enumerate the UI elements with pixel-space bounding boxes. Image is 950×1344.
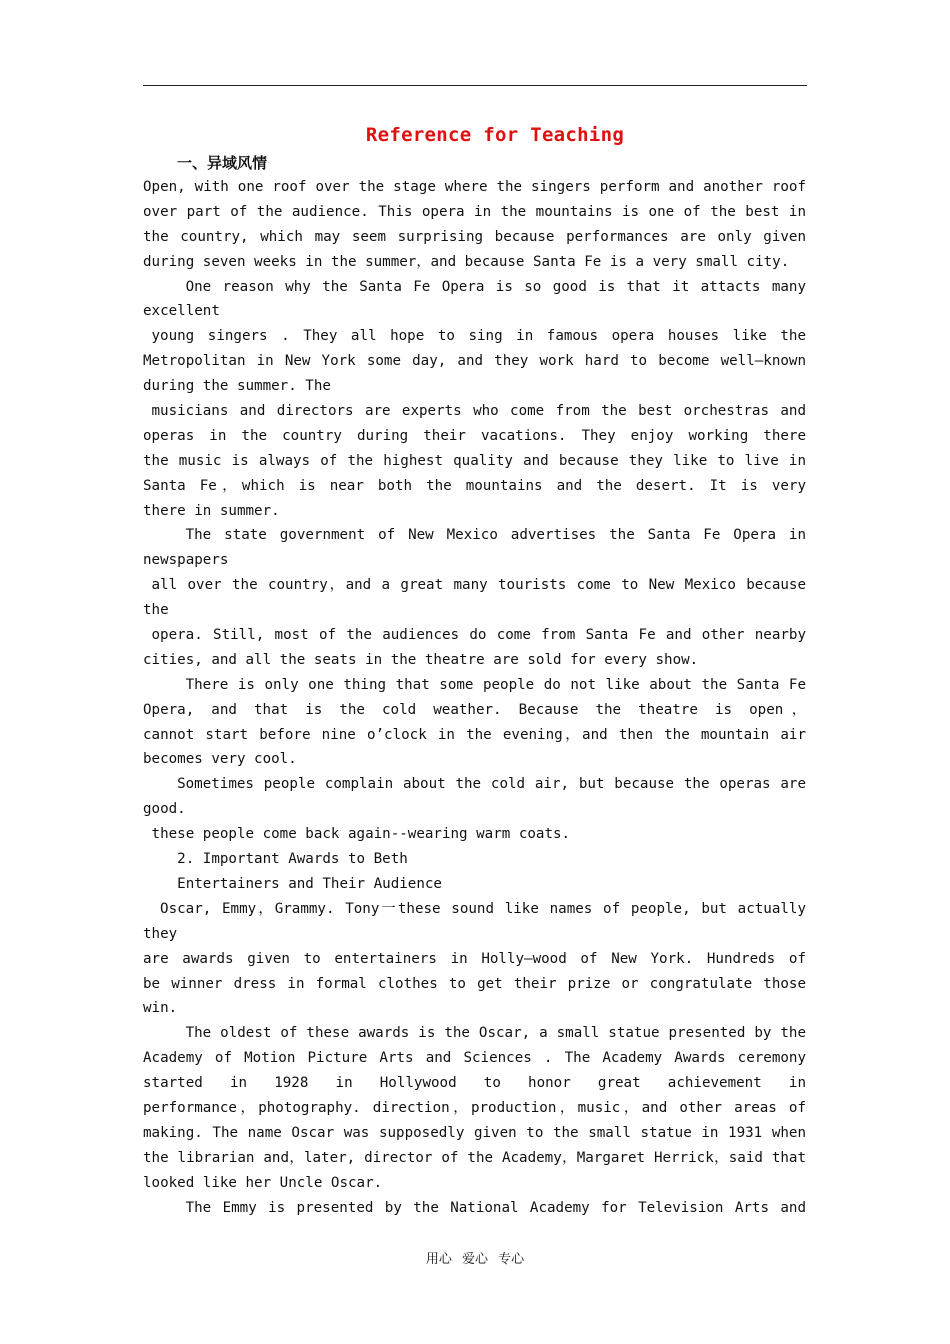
text-line: excellent <box>143 303 220 320</box>
text-line: the <box>143 602 169 619</box>
text-line: Santa Fe，which is near both the mountains and the desert. It is very <box>143 477 806 494</box>
text-line: looked like her Uncle Oscar. <box>143 1174 383 1191</box>
text-line: during seven weeks in the summer，and because Santa Fe is a very small city. <box>143 253 790 270</box>
text-line: they <box>143 925 178 942</box>
text-line: The Emmy is presented by the National Academy for Television Arts and <box>185 1199 806 1216</box>
text-line: be winner dress in formal clothes to get their prize or congratulate those <box>143 975 806 992</box>
text-line: these people come back again--wearing warm coats. <box>143 826 571 843</box>
text-line: There is only one thing that some people do not like about the Santa Fe <box>185 676 806 693</box>
text-line: are awards given to entertainers in Holly—wood of New York. Hundreds of <box>143 950 806 967</box>
text-line: good. <box>143 801 186 818</box>
text-line: the music is always of the highest quality and because they like to live in <box>143 452 806 469</box>
text-line: Sometimes people complain about the cold air, but because the operas are <box>177 776 806 793</box>
text-line: operas in the country during their vacations. They enjoy working there <box>143 427 806 444</box>
text-line: Academy of Motion Picture Arts and Sciences . The Academy Awards ceremony <box>143 1050 806 1067</box>
text-line: over part of the audience. This opera in the mountains is one of the best in <box>143 203 806 220</box>
text-line: performance，photography. direction，production，music，and other areas of <box>143 1099 806 1116</box>
text-line: Opera, and that is the cold weather. Because the theatre is open， <box>143 701 806 718</box>
text-line: the librarian and，later, director of the Academy，Margaret Herrick，said that <box>143 1149 806 1166</box>
text-line: the country, which may seem surprising because performances are only given <box>143 228 806 245</box>
text-line: young singers . They all hope to sing in famous opera houses like the <box>151 328 806 345</box>
text-line: opera. Still, most of the audiences do come from Santa Fe and other nearby <box>151 627 806 644</box>
text-line: 2. Important Awards to Beth <box>143 851 408 868</box>
text-line: Oscar, Emmy，Grammy. Tony一these sound like names of people, but actually <box>160 900 806 917</box>
text-line: becomes very cool. <box>143 751 297 768</box>
page-footer: 用心 爱心 专心 <box>425 1252 525 1267</box>
text-line: One reason why the Santa Fe Opera is so good is that it attacts many <box>185 278 806 295</box>
header-rule <box>143 85 807 86</box>
page-title: Reference for Teaching <box>365 124 625 146</box>
text-line: making. The name Oscar was supposedly given to the small statue in 1931 when <box>143 1124 806 1141</box>
text-line: Entertainers and Their Audience <box>143 875 442 892</box>
text-line: started in 1928 in Hollywood to honor great achievement in <box>143 1075 806 1092</box>
document-body <box>143 175 806 1220</box>
section-heading: 一、异域风情 <box>177 154 268 172</box>
text-line: Metropolitan in New York some day, and they work hard to become well—known <box>143 353 806 370</box>
text-line: all over the country，and a great many tourists come to New Mexico because <box>151 577 806 594</box>
text-line: musicians and directors are experts who come from the best orchestras and <box>151 403 806 420</box>
text-line: cities, and all the seats in the theatre are sold for every show. <box>143 651 699 668</box>
text-line: newspapers <box>143 552 229 569</box>
text-line: cannot start before nine o’clock in the evening，and then the mountain air <box>143 726 806 743</box>
text-line: Open, with one roof over the stage where the singers perform and another roof <box>143 179 806 195</box>
text-line: The state government of New Mexico advertises the Santa Fe Opera in <box>185 527 806 544</box>
text-line: there in summer. <box>143 502 280 519</box>
text-line: The oldest of these awards is the Oscar, a small statue presented by the <box>185 1025 806 1042</box>
text-line: during the summer. The <box>143 378 331 395</box>
text-line: win. <box>143 1000 178 1017</box>
